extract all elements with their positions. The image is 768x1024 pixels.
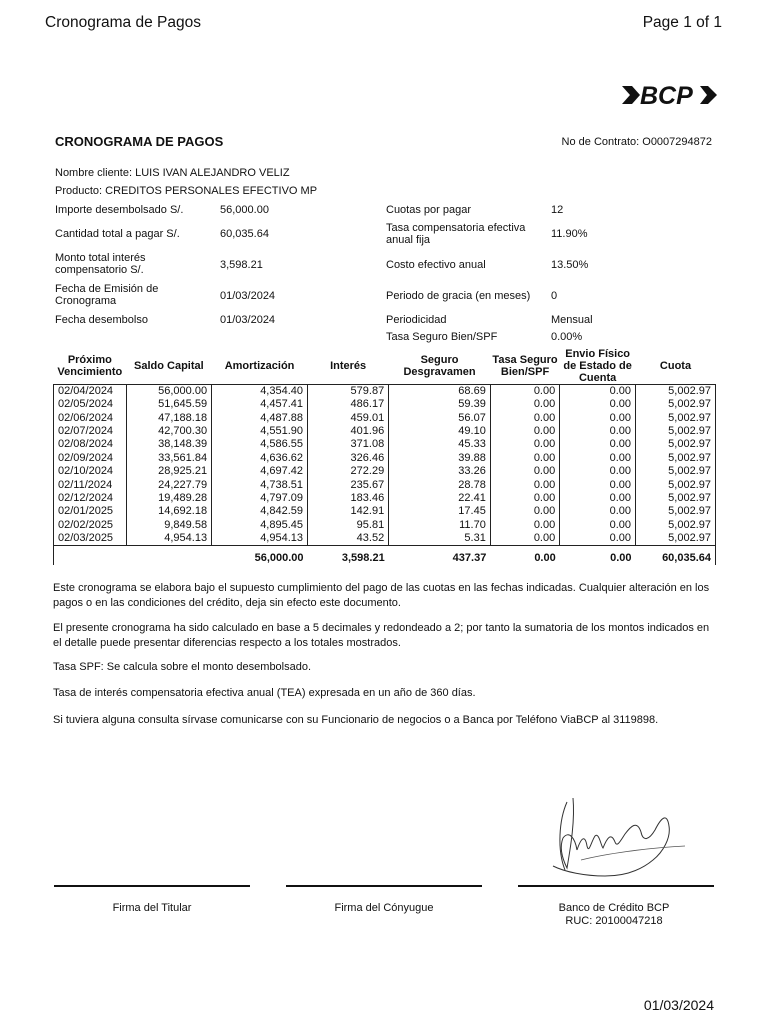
cell-tasa-seguro: 0.00	[490, 532, 559, 546]
cell-cuota: 5,002.97	[636, 385, 716, 399]
cell-cuota: 5,002.97	[636, 425, 716, 438]
table-row	[54, 398, 716, 411]
col-header-envio: Envio Físico de Estado de Cuenta	[563, 348, 632, 384]
cell-tasa-seguro: 0.00	[490, 519, 559, 532]
cell-tasa-seguro: 0.00	[490, 465, 559, 478]
cell-tasa-seguro: 0.00	[490, 438, 559, 451]
footer-date: 01/03/2024	[643, 997, 714, 1013]
bank-ruc: RUC: 20100047218	[565, 914, 663, 927]
cell-cuota: 5,002.97	[636, 532, 716, 546]
cell-tasa-seguro: 0.00	[490, 425, 559, 438]
signature-label-titular: Firma del Titular	[112, 902, 192, 914]
cell-seguro: 45.33	[389, 438, 491, 451]
table-row	[54, 519, 716, 532]
cell-vencimiento: 02/06/2024	[54, 411, 127, 424]
cell-seguro: 11.70	[389, 519, 491, 532]
cell-amortizacion: 4,842.59	[212, 505, 308, 518]
cell-envio: 0.00	[560, 438, 636, 451]
cell-tasa-seguro: 0.00	[490, 385, 559, 399]
cell-vencimiento: 02/01/2025	[54, 505, 127, 518]
total-tasa-seguro: 0.00	[534, 551, 556, 564]
cell-amortizacion: 4,551.90	[212, 425, 308, 438]
cell-amortizacion: 4,895.45	[212, 519, 308, 532]
info-value-interes: 3,598.21	[220, 259, 263, 271]
cell-seguro: 56.07	[389, 411, 491, 424]
cell-vencimiento: 02/08/2024	[54, 438, 127, 451]
cell-envio: 0.00	[560, 519, 636, 532]
cell-seguro: 17.45	[389, 505, 491, 518]
info-value-emision: 01/03/2024	[220, 290, 276, 302]
cell-cuota: 5,002.97	[636, 411, 716, 424]
cell-seguro: 39.88	[389, 452, 491, 465]
cell-tasa-seguro: 0.00	[490, 398, 559, 411]
cell-saldo: 38,148.39	[126, 438, 211, 451]
info-value-periodicidad: Mensual	[551, 314, 593, 326]
info-label-interes: Monto total interés compensatorio S/.	[55, 252, 146, 276]
cell-interes: 183.46	[308, 492, 389, 505]
signature-line-bank	[518, 885, 714, 887]
cell-tasa-seguro: 0.00	[490, 452, 559, 465]
info-value-total: 60,035.64	[220, 228, 269, 240]
table-row	[54, 452, 716, 465]
logo-chevron-left	[622, 86, 640, 104]
logo-chevron-right	[700, 86, 717, 104]
cell-amortizacion: 4,797.09	[212, 492, 308, 505]
total-amortizacion: 56,000.00	[254, 551, 304, 564]
signature-label-bank	[516, 902, 712, 927]
info-value-tasa-comp: 11.90%	[551, 228, 588, 240]
cell-interes: 401.96	[308, 425, 389, 438]
info-label-importe: Importe desembolsado S/.	[55, 204, 184, 216]
col-header-cuota: Cuota	[659, 360, 692, 372]
info-value-tasa-seguro: 0.00%	[551, 331, 583, 343]
note-consulta: Si tuviera alguna consulta sírvase comunicarse con su Funcionario de negocios o a Banca por Teléfono ViaBCP al 3119898.	[53, 714, 659, 726]
cell-interes: 235.67	[308, 478, 389, 491]
cell-vencimiento: 02/09/2024	[54, 452, 127, 465]
cell-vencimiento: 02/05/2024	[54, 398, 127, 411]
cell-cuota: 5,002.97	[636, 505, 716, 518]
col-header-interes: Interés	[330, 360, 367, 372]
cell-amortizacion: 4,354.40	[212, 385, 308, 399]
cell-envio: 0.00	[560, 478, 636, 491]
table-row	[54, 438, 716, 451]
cell-tasa-seguro: 0.00	[490, 478, 559, 491]
info-value-importe: 56,000.00	[220, 204, 269, 216]
cell-tasa-seguro: 0.00	[490, 505, 559, 518]
table-row	[54, 465, 716, 478]
cell-seguro: 28.78	[389, 478, 491, 491]
cell-interes: 272.29	[308, 465, 389, 478]
cell-saldo: 33,561.84	[126, 452, 211, 465]
info-label-tasa-comp: Tasa compensatoria efectiva anual fija	[386, 222, 526, 246]
table-row	[54, 411, 716, 424]
info-label-emision: Fecha de Emisión de Cronograma	[55, 283, 159, 307]
table-row	[54, 505, 716, 518]
cell-cuota: 5,002.97	[636, 492, 716, 505]
cell-envio: 0.00	[560, 452, 636, 465]
cell-saldo: 24,227.79	[126, 478, 211, 491]
cell-seguro: 68.69	[389, 385, 491, 399]
payment-schedule-table	[53, 348, 716, 565]
cell-vencimiento: 02/12/2024	[54, 492, 127, 505]
cell-amortizacion: 4,738.51	[212, 478, 308, 491]
total-cell	[54, 545, 127, 565]
document-title: CRONOGRAMA DE PAGOS	[55, 134, 224, 149]
cell-seguro: 49.10	[389, 425, 491, 438]
cell-saldo: 56,000.00	[126, 385, 211, 399]
cell-saldo: 19,489.28	[126, 492, 211, 505]
cell-vencimiento: 02/10/2024	[54, 465, 127, 478]
cell-amortizacion: 4,954.13	[212, 532, 308, 546]
info-value-cuotas: 12	[551, 204, 564, 216]
cell-interes: 142.91	[308, 505, 389, 518]
cell-cuota: 5,002.97	[636, 398, 716, 411]
cell-interes: 486.17	[308, 398, 389, 411]
info-value-costo-efectivo: 13.50%	[551, 259, 589, 271]
total-envio: 0.00	[610, 551, 632, 564]
cell-cuota: 5,002.97	[636, 452, 716, 465]
cell-vencimiento: 02/04/2024	[54, 385, 127, 399]
cell-interes: 459.01	[308, 411, 389, 424]
info-label-costo-efectivo: Costo efectivo anual	[386, 259, 486, 271]
col-header-vencimiento: Próximo Vencimiento	[57, 354, 123, 378]
header-title: Cronograma de Pagos	[45, 14, 201, 31]
bank-signature	[545, 790, 700, 880]
table-row	[54, 385, 716, 399]
cell-vencimiento: 02/02/2025	[54, 519, 127, 532]
cell-tasa-seguro: 0.00	[490, 411, 559, 424]
table-header-row	[54, 348, 716, 385]
note-tasa-spf: Tasa SPF: Se calcula sobre el monto desembolsado.	[53, 661, 312, 673]
cell-envio: 0.00	[560, 532, 636, 546]
col-header-saldo: Saldo Capital	[134, 360, 204, 372]
cell-amortizacion: 4,586.55	[212, 438, 308, 451]
total-cell	[126, 545, 211, 565]
cell-envio: 0.00	[560, 385, 636, 399]
info-label-gracia: Periodo de gracia (en meses)	[386, 290, 531, 302]
cell-amortizacion: 4,487.88	[212, 411, 308, 424]
info-label-desembolso: Fecha desembolso	[55, 314, 148, 326]
cell-amortizacion: 4,636.62	[212, 452, 308, 465]
total-interes: 3,598.21	[341, 551, 385, 564]
note-supuesto: Este cronograma se elabora bajo el supuesto cumplimiento del pago de las cuotas en las fechas indicadas. Cualquier alteración en los pagos o en las condiciones del crédito, deja sin efecto este documento.	[53, 582, 710, 609]
client-name: Nombre cliente: LUIS IVAN ALEJANDRO VELIZ	[55, 167, 290, 179]
signature-label-conyugue: Firma del Cónyugue	[334, 902, 434, 914]
cell-saldo: 51,645.59	[126, 398, 211, 411]
info-label-periodicidad: Periodicidad	[386, 314, 447, 326]
col-header-amortizacion: Amortización	[224, 360, 295, 372]
product-name: Producto: CREDITOS PERSONALES EFECTIVO MP	[55, 185, 318, 197]
info-label-cuotas: Cuotas por pagar	[386, 204, 471, 216]
table-row	[54, 492, 716, 505]
note-tea: Tasa de interés compensatoria efectiva anual (TEA) expresada en un año de 360 días.	[53, 687, 476, 699]
col-header-tasa-seguro: Tasa Seguro Bien/SPF	[492, 354, 558, 378]
logo-text: BCP	[640, 82, 693, 110]
cell-cuota: 5,002.97	[636, 478, 716, 491]
info-label-tasa-seguro: Tasa Seguro Bien/SPF	[386, 331, 498, 343]
cell-envio: 0.00	[560, 398, 636, 411]
cell-envio: 0.00	[560, 465, 636, 478]
cell-vencimiento: 02/03/2025	[54, 532, 127, 546]
cell-interes: 43.52	[308, 532, 389, 546]
total-cuota: 60,035.64	[636, 545, 716, 565]
cell-amortizacion: 4,457.41	[212, 398, 308, 411]
table-totals-row	[54, 545, 716, 565]
table-row	[54, 478, 716, 491]
cell-vencimiento: 02/07/2024	[54, 425, 127, 438]
cell-saldo: 4,954.13	[126, 532, 211, 546]
contract-number: No de Contrato: O0007294872	[561, 136, 712, 148]
table-row	[54, 425, 716, 438]
signature-line-conyugue	[286, 885, 482, 887]
bcp-logo	[620, 80, 720, 110]
cell-envio: 0.00	[560, 505, 636, 518]
col-header-seguro: Seguro Desgravamen	[403, 354, 476, 378]
cell-amortizacion: 4,697.42	[212, 465, 308, 478]
cell-cuota: 5,002.97	[636, 519, 716, 532]
info-value-desembolso: 01/03/2024	[220, 314, 276, 326]
cell-cuota: 5,002.97	[636, 438, 716, 451]
cell-interes: 371.08	[308, 438, 389, 451]
cell-seguro: 59.39	[389, 398, 491, 411]
cell-vencimiento: 02/11/2024	[54, 478, 127, 491]
cell-interes: 95.81	[308, 519, 389, 532]
cell-seguro: 22.41	[389, 492, 491, 505]
info-label-total: Cantidad total a pagar S/.	[55, 228, 180, 240]
cell-tasa-seguro: 0.00	[490, 492, 559, 505]
cell-seguro: 5.31	[389, 532, 491, 546]
cell-saldo: 9,849.58	[126, 519, 211, 532]
cell-seguro: 33.26	[389, 465, 491, 478]
cell-saldo: 28,925.21	[126, 465, 211, 478]
cell-interes: 326.46	[308, 452, 389, 465]
cell-envio: 0.00	[560, 411, 636, 424]
table-row	[54, 532, 716, 546]
cell-cuota: 5,002.97	[636, 465, 716, 478]
bank-name: Banco de Crédito BCP	[558, 902, 670, 914]
cell-saldo: 42,700.30	[126, 425, 211, 438]
cell-envio: 0.00	[560, 425, 636, 438]
cell-saldo: 14,692.18	[126, 505, 211, 518]
cell-envio: 0.00	[560, 492, 636, 505]
total-seguro: 437.37	[452, 551, 487, 564]
cell-saldo: 47,188.18	[126, 411, 211, 424]
table-body	[54, 385, 716, 546]
cell-interes: 579.87	[308, 385, 389, 399]
note-decimales: El presente cronograma ha sido calculado en base a 5 decimales y redondeado a 2; por tanto la sumatoria de los montos indicados en el detalle puede presentar diferencias respecto a los totales mostrados.	[53, 622, 710, 649]
page-indicator: Page 1 of 1	[642, 14, 722, 31]
info-value-gracia: 0	[551, 290, 558, 302]
signature-line-titular	[54, 885, 250, 887]
